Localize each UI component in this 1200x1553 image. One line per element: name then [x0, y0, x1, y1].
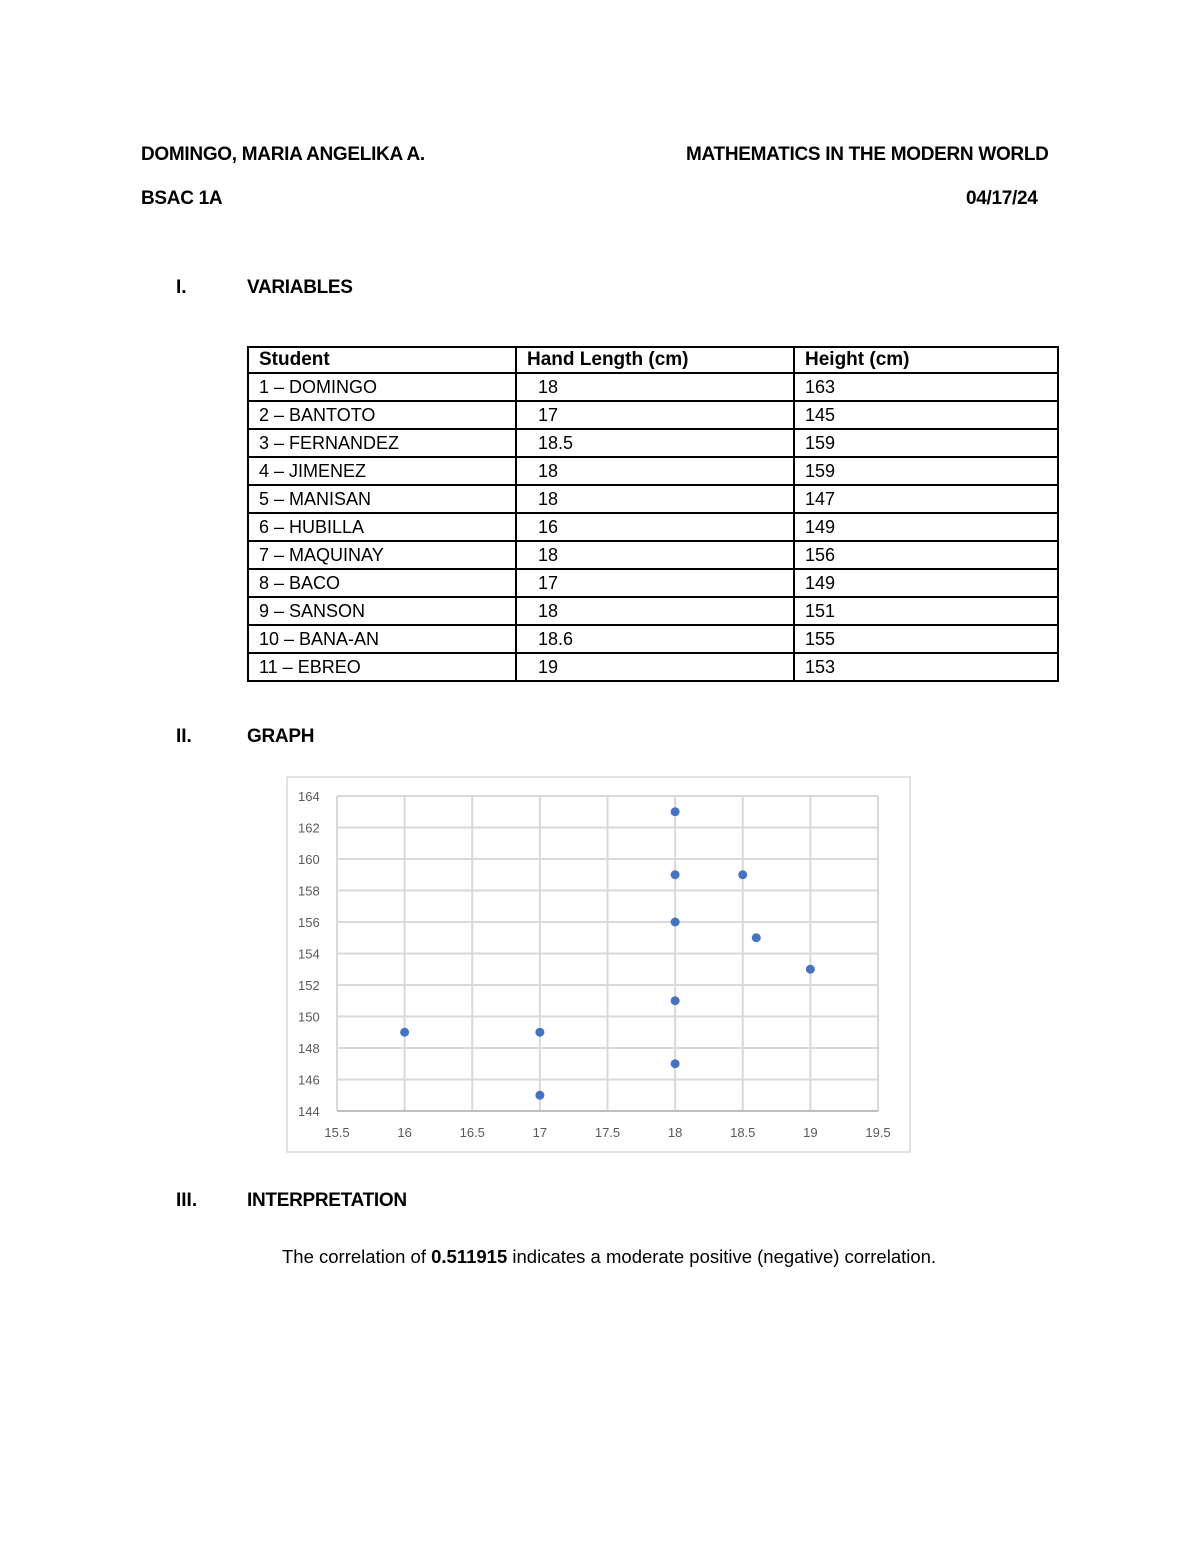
y-tick-label: 158	[298, 883, 320, 899]
height-cell: 159	[794, 457, 1058, 485]
hand-length-cell: 18	[516, 597, 794, 625]
student-name: DOMINGO, MARIA ANGELIKA A.	[141, 144, 425, 165]
height-cell: 156	[794, 541, 1058, 569]
section-title-interpretation: INTERPRETATION	[247, 1190, 407, 1211]
data-point	[671, 996, 680, 1005]
table-row	[248, 373, 1058, 401]
student-cell: 2 – BANTOTO	[248, 401, 516, 429]
y-tick-label: 144	[298, 1104, 320, 1119]
x-tick-label: 17.5	[594, 1125, 621, 1140]
x-tick-label: 18	[667, 1125, 683, 1140]
scatter-chart	[270, 766, 930, 1166]
interpretation-prefix: The correlation of	[282, 1246, 432, 1267]
student-cell: 10 – BANA-AN	[248, 625, 516, 653]
height-cell: 149	[794, 513, 1058, 541]
hand-length-cell: 17	[516, 401, 794, 429]
student-cell: 7 – MAQUINAY	[248, 541, 516, 569]
student-cell: 5 – MANISAN	[248, 485, 516, 513]
table-row	[248, 429, 1058, 457]
column-header-student: Student	[248, 347, 516, 373]
hand-length-cell: 18	[516, 373, 794, 401]
table-row	[248, 625, 1058, 653]
y-tick-label: 164	[298, 789, 320, 804]
hand-length-cell: 18	[516, 457, 794, 485]
y-tick-label: 150	[298, 1009, 320, 1025]
document-date: 04/17/24	[966, 188, 1038, 209]
interpretation-text	[282, 1246, 936, 1268]
data-point	[671, 807, 680, 816]
x-tick-label: 17	[532, 1125, 548, 1140]
section-title-graph: GRAPH	[247, 726, 315, 747]
height-cell: 149	[794, 569, 1058, 597]
section-title-variables: VARIABLES	[247, 277, 353, 298]
subject-title: MATHEMATICS IN THE MODERN WORLD	[686, 144, 1049, 165]
data-point	[671, 918, 680, 927]
table-row	[248, 541, 1058, 569]
data-point	[535, 1028, 544, 1037]
hand-length-cell: 16	[516, 513, 794, 541]
x-tick-label: 16	[397, 1125, 412, 1140]
hand-length-cell: 18	[516, 485, 794, 513]
table-header-row	[248, 347, 1058, 373]
hand-length-cell: 18.5	[516, 429, 794, 457]
data-point	[535, 1091, 544, 1100]
y-tick-label: 146	[298, 1072, 320, 1088]
data-point	[671, 1059, 680, 1068]
student-cell: 6 – HUBILLA	[248, 513, 516, 541]
y-tick-label: 148	[298, 1041, 320, 1056]
table-row	[248, 485, 1058, 513]
x-tick-label: 19	[803, 1125, 818, 1140]
data-point	[738, 870, 747, 879]
table-row	[248, 457, 1058, 485]
hand-length-cell: 17	[516, 569, 794, 597]
height-cell: 155	[794, 625, 1058, 653]
height-cell: 163	[794, 373, 1058, 401]
table-row	[248, 401, 1058, 429]
table-row	[248, 569, 1058, 597]
hand-length-cell: 18.6	[516, 625, 794, 653]
height-cell: 145	[794, 401, 1058, 429]
student-cell: 9 – SANSON	[248, 597, 516, 625]
chart-frame	[287, 777, 910, 1152]
section-number-graph: II.	[176, 726, 192, 747]
x-tick-label: 15.5	[324, 1125, 350, 1140]
y-tick-label: 162	[298, 820, 320, 836]
section-number-interpretation: III.	[176, 1190, 198, 1211]
student-cell: 4 – JIMENEZ	[248, 457, 516, 485]
height-cell: 151	[794, 597, 1058, 625]
y-tick-label: 156	[298, 915, 320, 930]
scatter-plot-svg	[270, 766, 930, 1166]
height-cell: 147	[794, 485, 1058, 513]
y-tick-label: 160	[298, 852, 320, 867]
interpretation-suffix: indicates a moderate positive (negative) correlation.	[507, 1246, 937, 1267]
hand-length-cell: 18	[516, 541, 794, 569]
data-point	[806, 965, 815, 974]
height-cell: 153	[794, 653, 1058, 681]
column-header-hand-length: Hand Length (cm)	[516, 347, 794, 373]
y-tick-label: 154	[298, 946, 320, 962]
height-cell: 159	[794, 429, 1058, 457]
section-number-variables: I.	[176, 277, 187, 298]
table-row	[248, 513, 1058, 541]
student-cell: 11 – EBREO	[248, 653, 516, 681]
data-point	[671, 870, 680, 879]
hand-length-cell: 19	[516, 653, 794, 681]
table-row	[248, 597, 1058, 625]
column-header-height: Height (cm)	[794, 347, 1058, 373]
class-section: BSAC 1A	[141, 188, 223, 209]
table-row	[248, 653, 1058, 681]
variables-table	[247, 346, 1059, 682]
y-tick-label: 152	[298, 978, 320, 993]
x-tick-label: 18.5	[730, 1125, 756, 1140]
student-cell: 8 – BACO	[248, 569, 516, 597]
x-tick-label: 19.5	[865, 1125, 891, 1140]
x-tick-label: 16.5	[459, 1125, 485, 1140]
student-cell: 1 – DOMINGO	[248, 373, 516, 401]
correlation-value: 0.511915	[431, 1246, 508, 1267]
data-point	[752, 933, 761, 942]
student-cell: 3 – FERNANDEZ	[248, 429, 516, 457]
data-point	[400, 1028, 409, 1037]
